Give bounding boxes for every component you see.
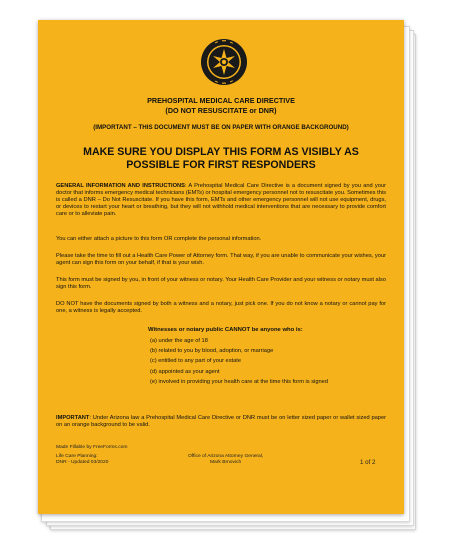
closing-paragraph <box>56 415 386 429</box>
footer-center <box>188 454 263 467</box>
witness-heading: Witnesses or notary public CANNOT be anyone who is: <box>148 327 303 333</box>
document-subtitle: (DO NOT RESUSCITATE or DNR) <box>165 106 277 115</box>
general-information-label: GENERAL INFORMATION AND INSTRUCTIONS <box>56 183 185 189</box>
headline-line-2: POSSIBLE FOR FIRST RESPONDERS <box>126 159 316 171</box>
signing-paragraph: This form must be signed by you, in front of your witness or notary. Your Health Care Provider and your witness or notary must also sign this form. <box>56 277 386 291</box>
made-fillable-credit: Made Fillable by FreeForms.com <box>56 445 128 450</box>
footer-left-line-2: DNR - Updated 03/2020 <box>56 460 109 466</box>
document-title: PREHOSPITAL MEDICAL CARE DIRECTIVE <box>147 96 295 105</box>
page-number: 1 of 2 <box>360 459 376 466</box>
attorney-general-seal <box>200 38 248 86</box>
witness-item: (b) related to you by blood, adoption, or marriage <box>150 348 274 355</box>
closing-label: IMPORTANT <box>56 415 90 421</box>
witness-item: (a) under the age of 18 <box>150 338 208 344</box>
display-headline <box>56 146 386 172</box>
witness-item: (e) involved in providing your health care at the time this form is signed <box>150 378 328 385</box>
witness-list <box>150 336 328 387</box>
general-information-text: : A Prehospital Medical Care Directive is a document signed by you and your doctor that informs emergency medical technicians (EMTs) or hospital emergency personnel not to resuscitate you. Sometimes this is called a DNR – Do Not Resuscitate. If you have this form, EMTs and other emergency personnel will not use equipment, drugs, or devices to restart your heart or breathing, but they will not withhold medical interventions that are necessary to provide comfort care or to alleviate pain. <box>56 183 386 218</box>
document-page <box>38 20 404 514</box>
witness-item: (d) appointed as your agent <box>150 368 220 375</box>
footer-center-line-2: Mark Brnovich <box>209 460 242 466</box>
headline-line-1: MAKE SURE YOU DISPLAY THIS FORM AS VISIBLY AS <box>83 146 359 158</box>
picture-paragraph: You can either attach a picture to this form OR complete the personal information. <box>56 236 262 242</box>
closing-text: : Under Arizona law a Prehospital Medical Care Directive or DNR must be on letter sized paper or wallet sized paper on an orange background to be valid. <box>56 415 386 429</box>
general-information-paragraph <box>56 183 386 218</box>
notary-paragraph: DO NOT have the documents signed by both a witness and a notary, just pick one. If you do not know a notary or cannot pay for one, a witness is legally accepted. <box>56 301 386 315</box>
footer-left <box>56 454 108 467</box>
footer-left-line-1: Life Care Planning: <box>56 454 98 459</box>
witness-item: (c) entitled to any part of your estate <box>150 358 242 365</box>
footer-center-line-1: Office of Arizona Attorney General, <box>188 454 264 459</box>
important-note: (IMPORTANT – THIS DOCUMENT MUST BE ON PAPER WITH ORANGE BACKGROUND) <box>93 124 349 131</box>
power-of-attorney-paragraph: Please take the time to fill out a Health Care Power of Attorney form. That way, if you are unable to communicate your wishes, your agent can sign this form on your behalf, if that is your wish. <box>56 253 386 267</box>
